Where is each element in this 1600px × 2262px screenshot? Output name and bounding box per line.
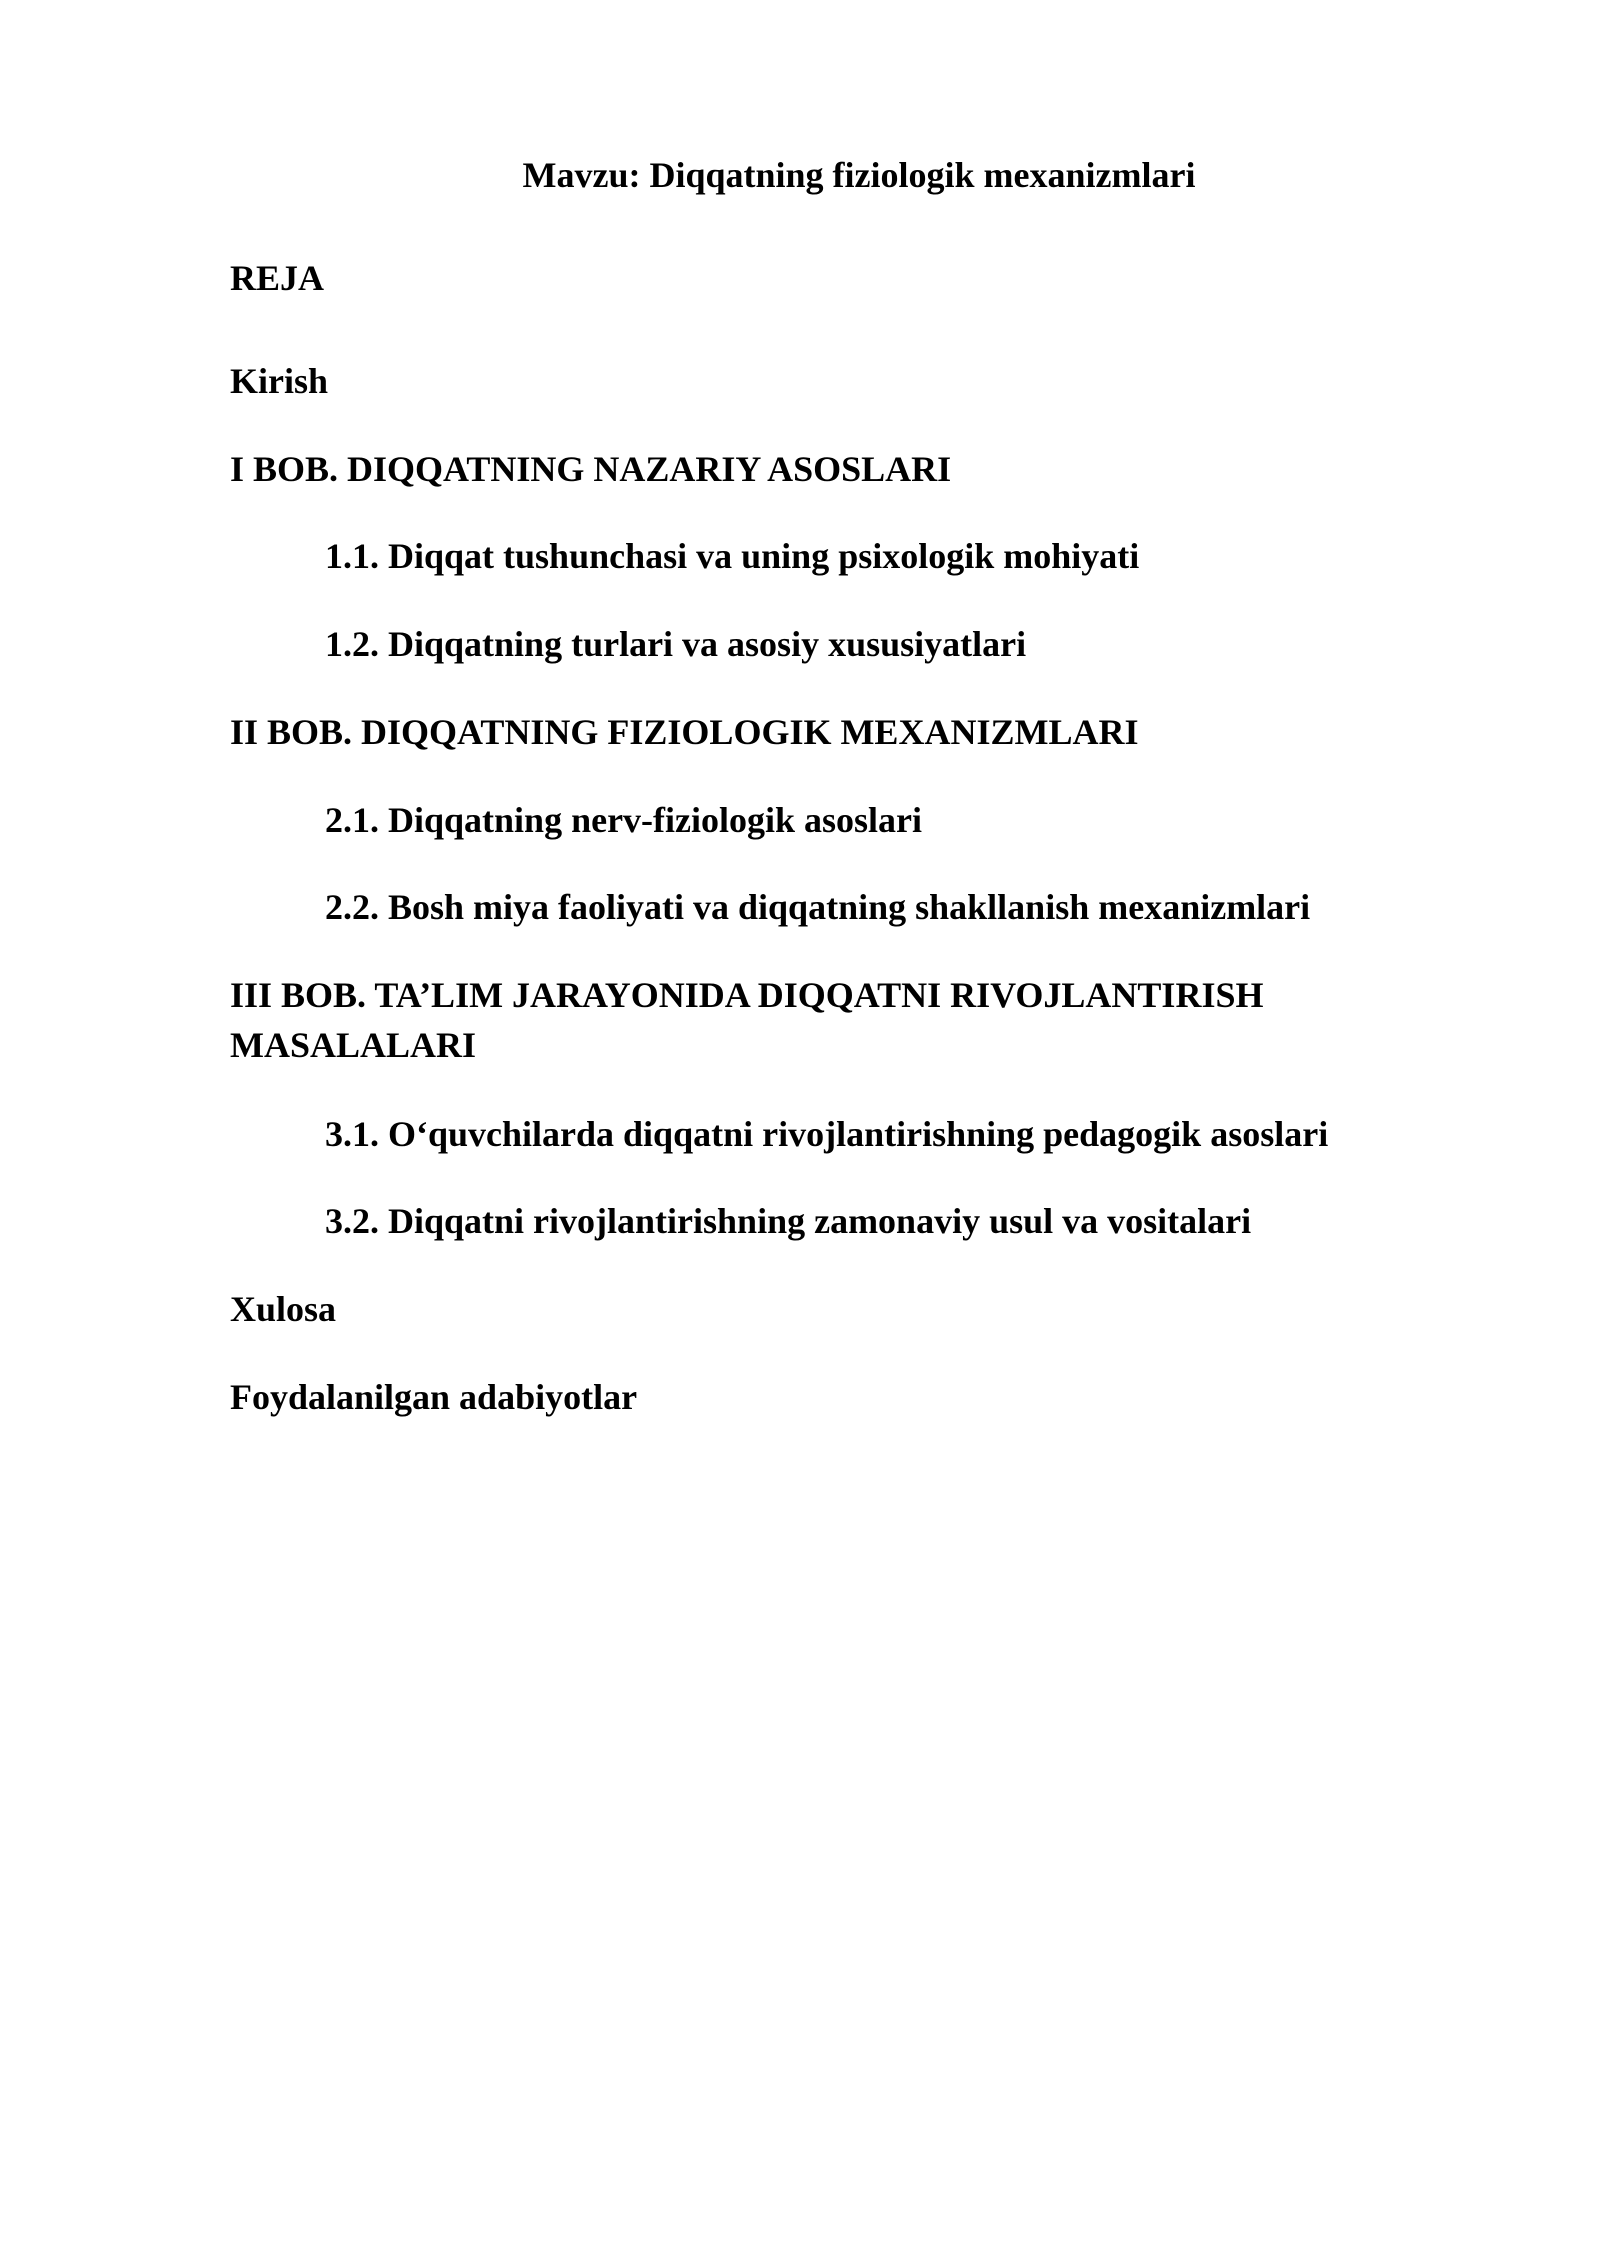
toc-section-3-2: 3.2. Diqqatni rivojlantirishning zamonaviy usul va vositalari (325, 1201, 1252, 1241)
toc-chapter-2: II BOB. DIQQATNING FIZIOLOGIK MEXANIZMLARI (230, 712, 1139, 752)
plan-heading: REJA (230, 258, 325, 298)
toc-section-1-1: 1.1. Diqqat tushunchasi va uning psixologik mohiyati (325, 536, 1140, 576)
toc-item-conclusion: Xulosa (230, 1289, 337, 1329)
toc-chapter-1: I BOB. DIQQATNING NAZARIY ASOSLARI (230, 449, 952, 489)
toc-item-intro: Kirish (230, 361, 329, 401)
toc-item-references: Foydalanilgan adabiyotlar (230, 1377, 638, 1417)
toc-chapter-3: III BOB. TA’LIM JARAYONIDA DIQQATNI RIVOJLANTIRISH MASALALARI (230, 975, 1264, 1065)
toc-section-2-1: 2.1. Diqqatning nerv-fiziologik asoslari (325, 800, 923, 840)
toc-section-1-2: 1.2. Diqqatning turlari va asosiy xususiyatlari (325, 624, 1027, 664)
toc-section-2-2: 2.2. Bosh miya faoliyati va diqqatning shakllanish mexanizmlari (325, 887, 1311, 927)
document-title: Mavzu: Diqqatning fiziologik mexanizmlari (522, 155, 1196, 195)
toc-section-3-1: 3.1. O‘quvchilarda diqqatni rivojlantirishning pedagogik asoslari (325, 1114, 1329, 1154)
